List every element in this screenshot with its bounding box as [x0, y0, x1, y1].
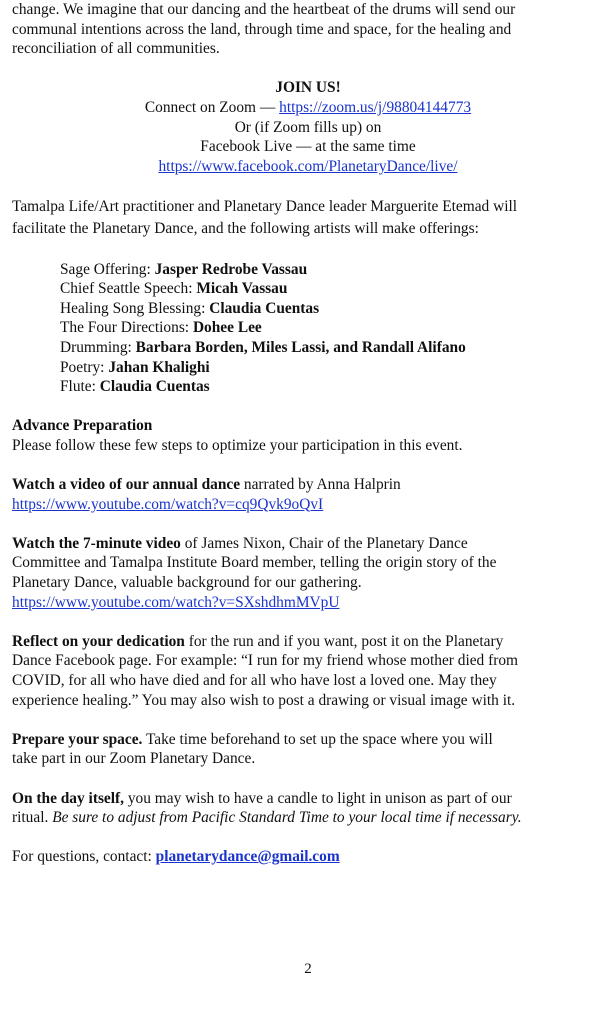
join-heading: JOIN US! [275, 79, 341, 97]
text-line: facilitate the Planetary Dance, and the following artists will make offerings: [12, 219, 479, 237]
reflect-paragraph [12, 632, 604, 710]
offering-artist: Dohee Lee [192, 319, 262, 337]
text-line: you may wish to have a candle to light in unison as part of our [124, 789, 512, 807]
lead-in: Watch a video of our annual dance [12, 476, 241, 494]
facebook-live-link[interactable]: https://www.facebook.com/PlanetaryDance/live/ [158, 157, 458, 175]
text-line: Take time beforehand to set up the space where you will [142, 730, 493, 748]
document-page [12, 0, 604, 867]
list-item [60, 377, 604, 397]
list-item [60, 260, 604, 280]
lead-in: On the day itself, [12, 789, 125, 807]
offering-role: Chief Seattle Speech: [60, 280, 197, 298]
annual-dance-video-link[interactable]: https://www.youtube.com/watch?v=cq9Qvk9oQvI [12, 495, 324, 513]
text-line: ritual. [12, 809, 53, 827]
offering-role: Sage Offering: [60, 260, 155, 278]
day-itself-paragraph [12, 789, 604, 828]
contact-label: For questions, contact: [12, 848, 156, 866]
facebook-line: Facebook Live — at the same time [200, 138, 416, 156]
list-item [60, 318, 604, 338]
contact-email-link[interactable]: planetarydance@gmail.com [155, 848, 340, 866]
offering-role: Drumming: [60, 338, 136, 356]
text-line: Dance Facebook page. For example: “I run for my friend whose mother died from [12, 652, 519, 670]
text-line: take part in our Zoom Planetary Dance. [12, 750, 256, 768]
offering-role: Poetry: [60, 358, 109, 376]
prepare-space-paragraph [12, 730, 604, 769]
text-line: communal intentions across the land, through time and space, for the healing and [12, 20, 512, 38]
page-number: 2 [304, 961, 312, 977]
video-annual-dance [12, 475, 604, 514]
text-line: Planetary Dance, valuable background for our gathering. [12, 574, 362, 592]
lead-in: Reflect on your dedication [12, 632, 185, 650]
list-item [60, 299, 604, 319]
offering-artist: Jahan Khalighi [108, 358, 210, 376]
text-line: of James Nixon, Chair of the Planetary Dance [180, 534, 468, 552]
opening-paragraph [12, 0, 604, 59]
offering-role: Flute: [60, 378, 100, 396]
list-item [60, 338, 604, 358]
timezone-note: Be sure to adjust from Pacific Standard Time to your local time if necessary. [52, 809, 522, 827]
offering-role: The Four Directions: [60, 319, 193, 337]
offerings-list [12, 260, 604, 397]
join-section [12, 78, 604, 176]
contact-line [12, 847, 604, 867]
text-line: Tamalpa Life/Art practitioner and Planetary Dance leader Marguerite Etemad will [12, 197, 518, 215]
video-origin-story [12, 534, 604, 612]
text-line: experience healing.” You may also wish to post a drawing or visual image with it. [12, 691, 516, 709]
offering-artist: Micah Vassau [196, 280, 288, 298]
text-line: Please follow these few steps to optimize your participation in this event. [12, 436, 463, 454]
intro-paragraph [12, 196, 604, 240]
text-line: reconciliation of all communities. [12, 40, 220, 58]
lead-in: Prepare your space. [12, 730, 143, 748]
offering-role: Healing Song Blessing: [60, 299, 210, 317]
or-line: Or (if Zoom fills up) on [234, 118, 382, 136]
list-item [60, 358, 604, 378]
zoom-link[interactable]: https://zoom.us/j/98804144773 [279, 98, 472, 116]
offering-artist: Claudia Cuentas [209, 299, 320, 317]
section-heading: Advance Preparation [12, 417, 153, 435]
list-item [60, 279, 604, 299]
offering-artist: Barbara Borden, Miles Lassi, and Randall Alifano [135, 338, 466, 356]
text-line: change. We imagine that our dancing and the heartbeat of the drums will send our [12, 1, 516, 18]
offering-artist: Claudia Cuentas [99, 378, 210, 396]
advance-preparation [12, 416, 604, 455]
lead-in: Watch the 7-minute video [12, 534, 181, 552]
origin-story-video-link[interactable]: https://www.youtube.com/watch?v=SXshdhmMVpU [12, 593, 340, 611]
text-line: Committee and Tamalpa Institute Board member, telling the origin story of the [12, 554, 497, 572]
text-line: for the run and if you want, post it on the Planetary [184, 632, 504, 650]
zoom-label: Connect on Zoom — [144, 98, 280, 116]
text-line: narrated by Anna Halprin [240, 476, 401, 494]
text-line: COVID, for all who have died and for all who have lost a loved one. May they [12, 672, 497, 689]
offering-artist: Jasper Redrobe Vassau [154, 260, 308, 278]
